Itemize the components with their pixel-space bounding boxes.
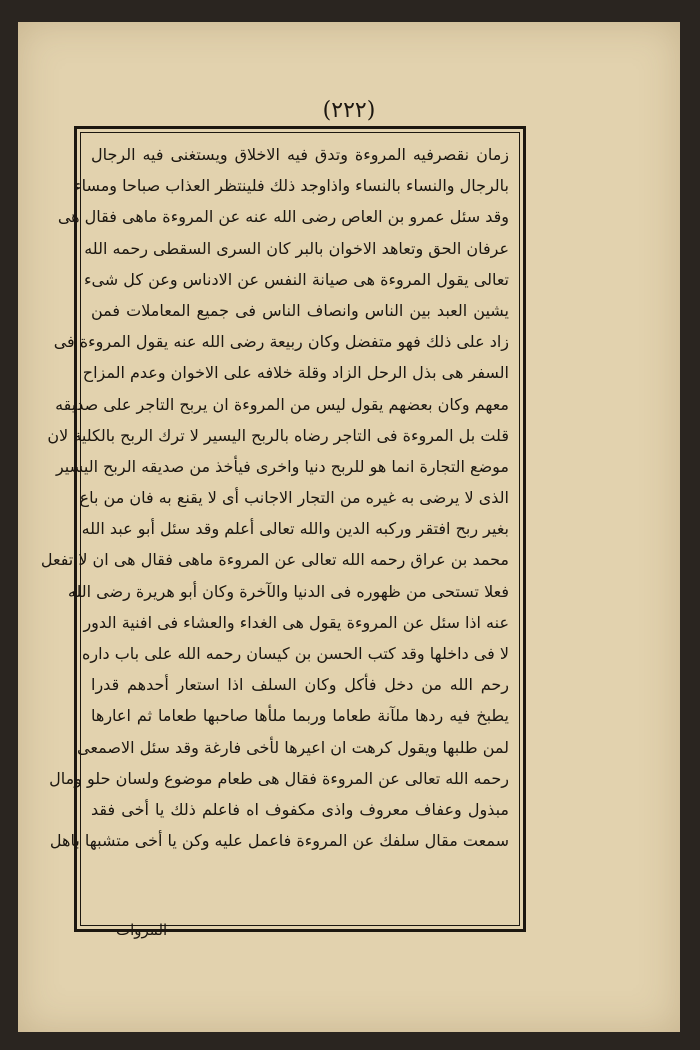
text-frame [40,126,526,932]
text-line: بالرجال والنساء بالنساء واذاوجد ذلك فلينتظر العذاب صباحا ومساء [74,176,509,196]
text-line: فعلا تستحى من ظهوره فى الدنيا والآخرة وكان أبو هريرة رضى الله [67,581,509,601]
text-line: تعالى يقول المروءة هى صيانة النفس عن الادناس وعن كل شىء [83,269,509,289]
text-line: سمعت مقال سلفك عن المروءة فاعمل عليه وكن يا أخى متشبها باهل [49,831,509,851]
text-line: يشين العبد بين الناس وانصاف الناس فى جميع المعاملات فمن [91,300,509,320]
text-line: لا فى داخلها وقد كتب الحسن بن كيسان رحمه الله على باب داره [81,644,509,663]
text-line: وقد سئل عمرو بن العاص رضى الله عنه عن المروءة ماهى فقال هى [57,207,509,227]
text-line: الذى لا يرضى به غيره من التجار الاجانب أى لا يقنع به فان من باع [79,488,509,508]
text-line: محمد بن عراق رحمه الله تعالى عن المروءة ماهى فقال هى ان لا تفعل [40,550,509,570]
catchword: المروات [116,921,168,939]
text-line: زمان نقصرفيه المروءة وتدق فيه الاخلاق ويستغنى فيه الرجال [91,145,509,164]
text-line: موضع التجارة انما هو للربح دنيا واخرى فيأخذ من صديقه الربح اليسير [55,456,509,476]
text-line: عرفان الحق وتعاهد الاخوان بالبر كان السرى السقطى رحمه الله [84,238,509,258]
text-line: بغير ربح افتقر وركبه الدين والله تعالى أعلم وقد سئل أبو عبد الله [81,519,509,539]
text-line: مبذول وعفاف معروف واذى مكفوف اه فاعلم ذلك يا أخى فقد [91,799,509,819]
text-line: السفر هى بذل الرحل الزاد وقلة خلافه على الاخوان وعدم المزاح [82,363,509,383]
text-line: عنه اذا سئل عن المروءة يقول هى الغداء والعشاء فى افنية الدور [83,612,509,632]
page-number: (٢٢٢) [322,98,376,123]
text-line: قلت بل المروءة فى التاجر رضاه بالربح اليسير لا ترك الربح بالكلية لان [47,425,509,445]
text-block [40,132,520,926]
book-page [18,22,680,1032]
text-line: رحم الله من دخل فأكل وكان السلف اذا استعار أحدهم قدرا [91,675,509,695]
text-line: لمن طلبها ويقول كرهت ان اعيرها لأخى فارغة وقد سئل الاصمعى [77,737,509,757]
text-line: معهم وكان بعضهم يقول ليس من المروءة ان يربح التاجر على صديقه [55,394,509,414]
text-line: زاد على ذلك فهو متفضل وكان ربيعة رضى الله عنه يقول المروءة فى [53,332,509,352]
text-line: رحمه الله تعالى عن المروءة فقال هى طعام موضوع ولسان حلو ومال [49,768,509,788]
text-line: يطبخ فيه ردها ملآنة طعاما وربما ملأها صاحبها طعاما ثم اعارها [91,706,509,726]
